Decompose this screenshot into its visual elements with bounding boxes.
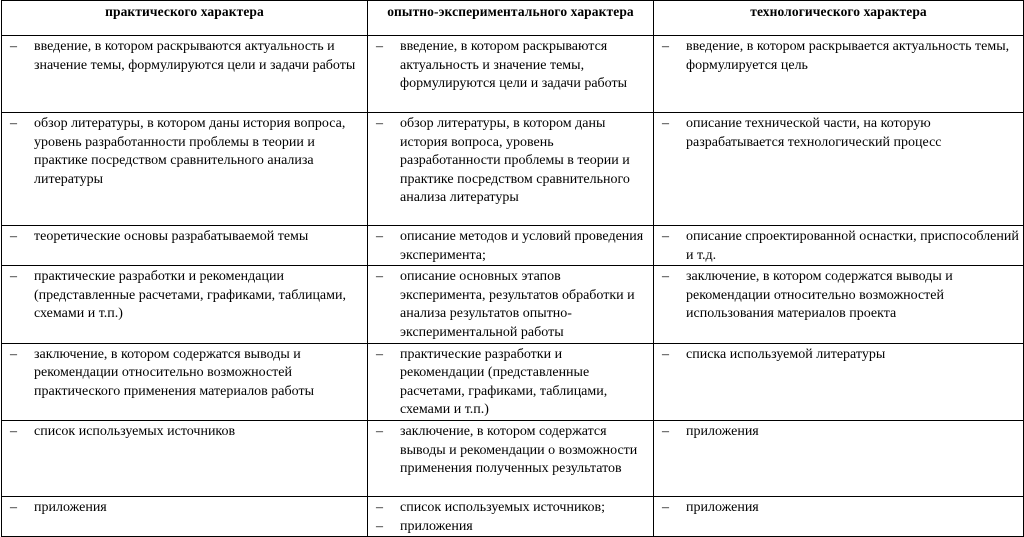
table-cell-technological [654,496,1024,536]
list-item-text: введение, в котором раскрывается актуальность темы, формулируется цель [686,39,1010,73]
list-item-text: описание технической части, на которую разрабатывается технологический процесс [686,116,942,150]
list-item-text: описание спроектированной оснастки, приспособлений и т.д. [686,229,1019,263]
table-row [2,113,1024,226]
list-item [368,268,653,342]
table-cell-practical [2,36,368,113]
list-item-text: теоретические основы разрабатываемой темы [34,229,309,244]
table-cell-technological [654,343,1024,420]
list-item-text: приложения [686,499,759,515]
table-cell-technological [654,266,1024,343]
table-cell-technological [654,420,1024,496]
table-cell-practical [2,343,368,420]
list-item-text: заключение, в котором содержатся выводы и рекомендации относительно возможностей использования материалов проекта [686,269,953,322]
list-item [654,423,1023,442]
dash-bullet: – [10,39,17,54]
table-row [2,496,1024,536]
list-item-text: описание основных этапов эксперимента, результатов обработки и анализа результатов опытно-экспериментальной работы [400,269,635,340]
table-cell-practical [2,420,368,496]
table-row [2,36,1024,113]
list-item [2,268,367,324]
list-item [2,115,367,189]
table-cell-experimental [368,266,654,343]
list-item [654,346,1023,365]
list-item [2,423,367,442]
list-item [368,228,653,265]
dash-bullet: – [376,499,383,515]
list-item-text: введение, в котором раскрываются актуальность и значение темы, формулируются цели и задачи работы [34,39,356,73]
dash-bullet: – [10,499,17,515]
list-item-text: практические разработки и рекомендации (представленные расчетами, графиками, таблицами, схемами и т.п.) [400,346,608,418]
list-item-text: приложения [400,518,473,534]
column-header-technological: технологического характера [654,1,1024,36]
table-cell-experimental [368,420,654,496]
list-item-text: приложения [686,423,759,439]
table-cell-technological [654,36,1024,113]
list-item-text: списка используемой литературы [686,346,886,362]
list-item-text: приложения [34,499,107,515]
list-item [2,38,367,75]
structure-table [1,0,1024,537]
table-row [2,226,1024,266]
list-item [654,115,1023,152]
list-item-text: описание методов и условий проведения эксперимента; [400,229,644,263]
table-cell-practical [2,266,368,343]
dash-bullet: – [376,39,383,54]
table-cell-experimental [368,343,654,420]
list-item [368,518,653,537]
list-item [368,423,653,479]
dash-bullet: – [10,229,17,244]
list-item-text: обзор литературы, в котором даны история вопроса, уровень разработанности проблемы в теории и практике посредством сравнительного анализа литературы [34,116,346,187]
list-item-text: практические разработки и рекомендации (представленные расчетами, графиками, таблицами, схемами и т.п.) [34,269,346,322]
dash-bullet: – [376,116,383,131]
dash-bullet: – [662,116,669,131]
dash-bullet: – [376,423,383,439]
column-header-experimental: опытно-экспериментального характера [368,1,654,36]
dash-bullet: – [10,346,17,362]
dash-bullet: – [662,423,669,439]
dash-bullet: – [376,518,383,534]
list-item [654,38,1023,75]
list-item-text: заключение, в котором содержатся выводы и рекомендации о возможности применения полученных результатов [400,423,638,477]
dash-bullet: – [10,116,17,131]
dash-bullet: – [662,39,669,54]
list-item-text: обзор литературы, в котором даны история вопроса, уровень разработанности проблемы в теории и практике посредством сравнительного анализа литературы [400,116,630,206]
table-cell-technological [654,113,1024,226]
header-row [2,1,1024,36]
list-item [368,499,653,518]
table-row [2,343,1024,420]
list-item [368,115,653,208]
table-cell-technological [654,226,1024,266]
dash-bullet: – [662,229,669,244]
dash-bullet: – [376,346,383,362]
table-row [2,266,1024,343]
dash-bullet: – [662,346,669,362]
list-item-text: список используемых источников [34,423,236,439]
list-item [2,346,367,402]
list-item-text: заключение, в котором содержатся выводы и рекомендации относительно возможностей практического применения материалов работы [34,346,314,399]
list-item [2,228,367,247]
dash-bullet: – [662,269,669,285]
table-body [2,36,1024,537]
dash-bullet: – [376,269,383,285]
list-item [368,346,653,420]
table-row [2,420,1024,496]
table-cell-experimental [368,496,654,536]
dash-bullet: – [10,423,17,439]
list-item [368,38,653,94]
list-item-text: введение, в котором раскрываются актуальность и значение темы, формулируются цели и задачи работы [400,39,628,92]
list-item [654,268,1023,324]
list-item [654,499,1023,518]
table-cell-experimental [368,226,654,266]
dash-bullet: – [10,269,17,285]
table-cell-practical [2,113,368,226]
dash-bullet: – [662,499,669,515]
table-cell-experimental [368,113,654,226]
list-item-text: список используемых источников; [400,499,606,515]
list-item [654,228,1023,265]
column-header-practical: практического характера [2,1,368,36]
dash-bullet: – [376,229,383,244]
list-item [2,499,367,518]
table-cell-practical [2,496,368,536]
table-cell-practical [2,226,368,266]
table-cell-experimental [368,36,654,113]
